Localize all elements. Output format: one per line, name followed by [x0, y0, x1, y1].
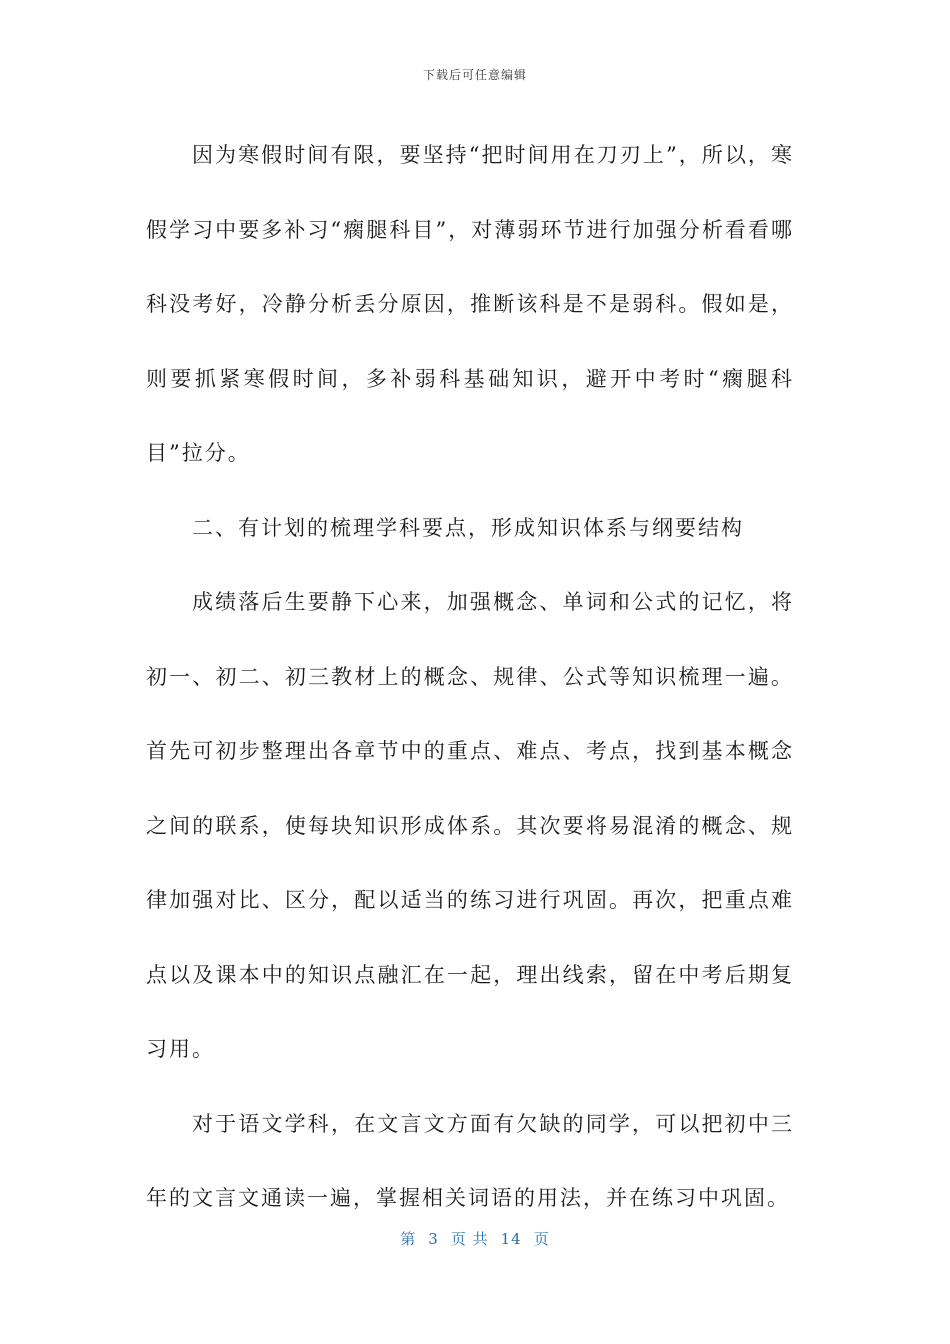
footer-page-label: 第 — [400, 1230, 417, 1248]
page-footer — [0, 1228, 950, 1249]
paragraph-weak-subjects: 因为寒假时间有限，要坚持“把时间用在刀刃上”，所以，寒假学习中要多补习“瘸腿科目”，对薄弱环节进行加强分析看看哪科没考好，冷静分析丢分原因，推断该科是不是弱科。假如是，则要抓紧寒假时间，多补弱科基础知识，避开中考时“瘸腿科目”拉分。 — [146, 143, 794, 465]
page-header: 下载后可任意编辑 — [422, 68, 527, 82]
paragraph-chinese-subject: 对于语文学科，在文言文方面有欠缺的同学，可以把初中三年的文言文通读一遍，掌握相关词语的用法，并在练习中巩固。 — [146, 1111, 794, 1210]
section-heading-2: 二、有计划的梳理学科要点，形成知识体系与纲要结构 — [192, 515, 744, 540]
document-body — [146, 118, 794, 1236]
footer-page-suffix: 页 — [533, 1230, 550, 1248]
footer-total-pages: 14 — [500, 1230, 522, 1248]
footer-total-label: 页 共 — [450, 1230, 489, 1248]
footer-current-page: 3 — [428, 1230, 439, 1248]
paragraph-knowledge-system: 成绩落后生要静下心来，加强概念、单词和公式的记忆，将初一、初二、初三教材上的概念、规律、公式等知识梳理一遍。首先可初步整理出各章节中的重点、难点、考点，找到基本概念之间的联系，使每块知识形成体系。其次要将易混淆的概念、规律加强对比、区分，配以适当的练习进行巩固。再次，把重点难点以及课本中的知识点融汇在一起，理出线索，留在中考后期复习用。 — [146, 590, 794, 1061]
